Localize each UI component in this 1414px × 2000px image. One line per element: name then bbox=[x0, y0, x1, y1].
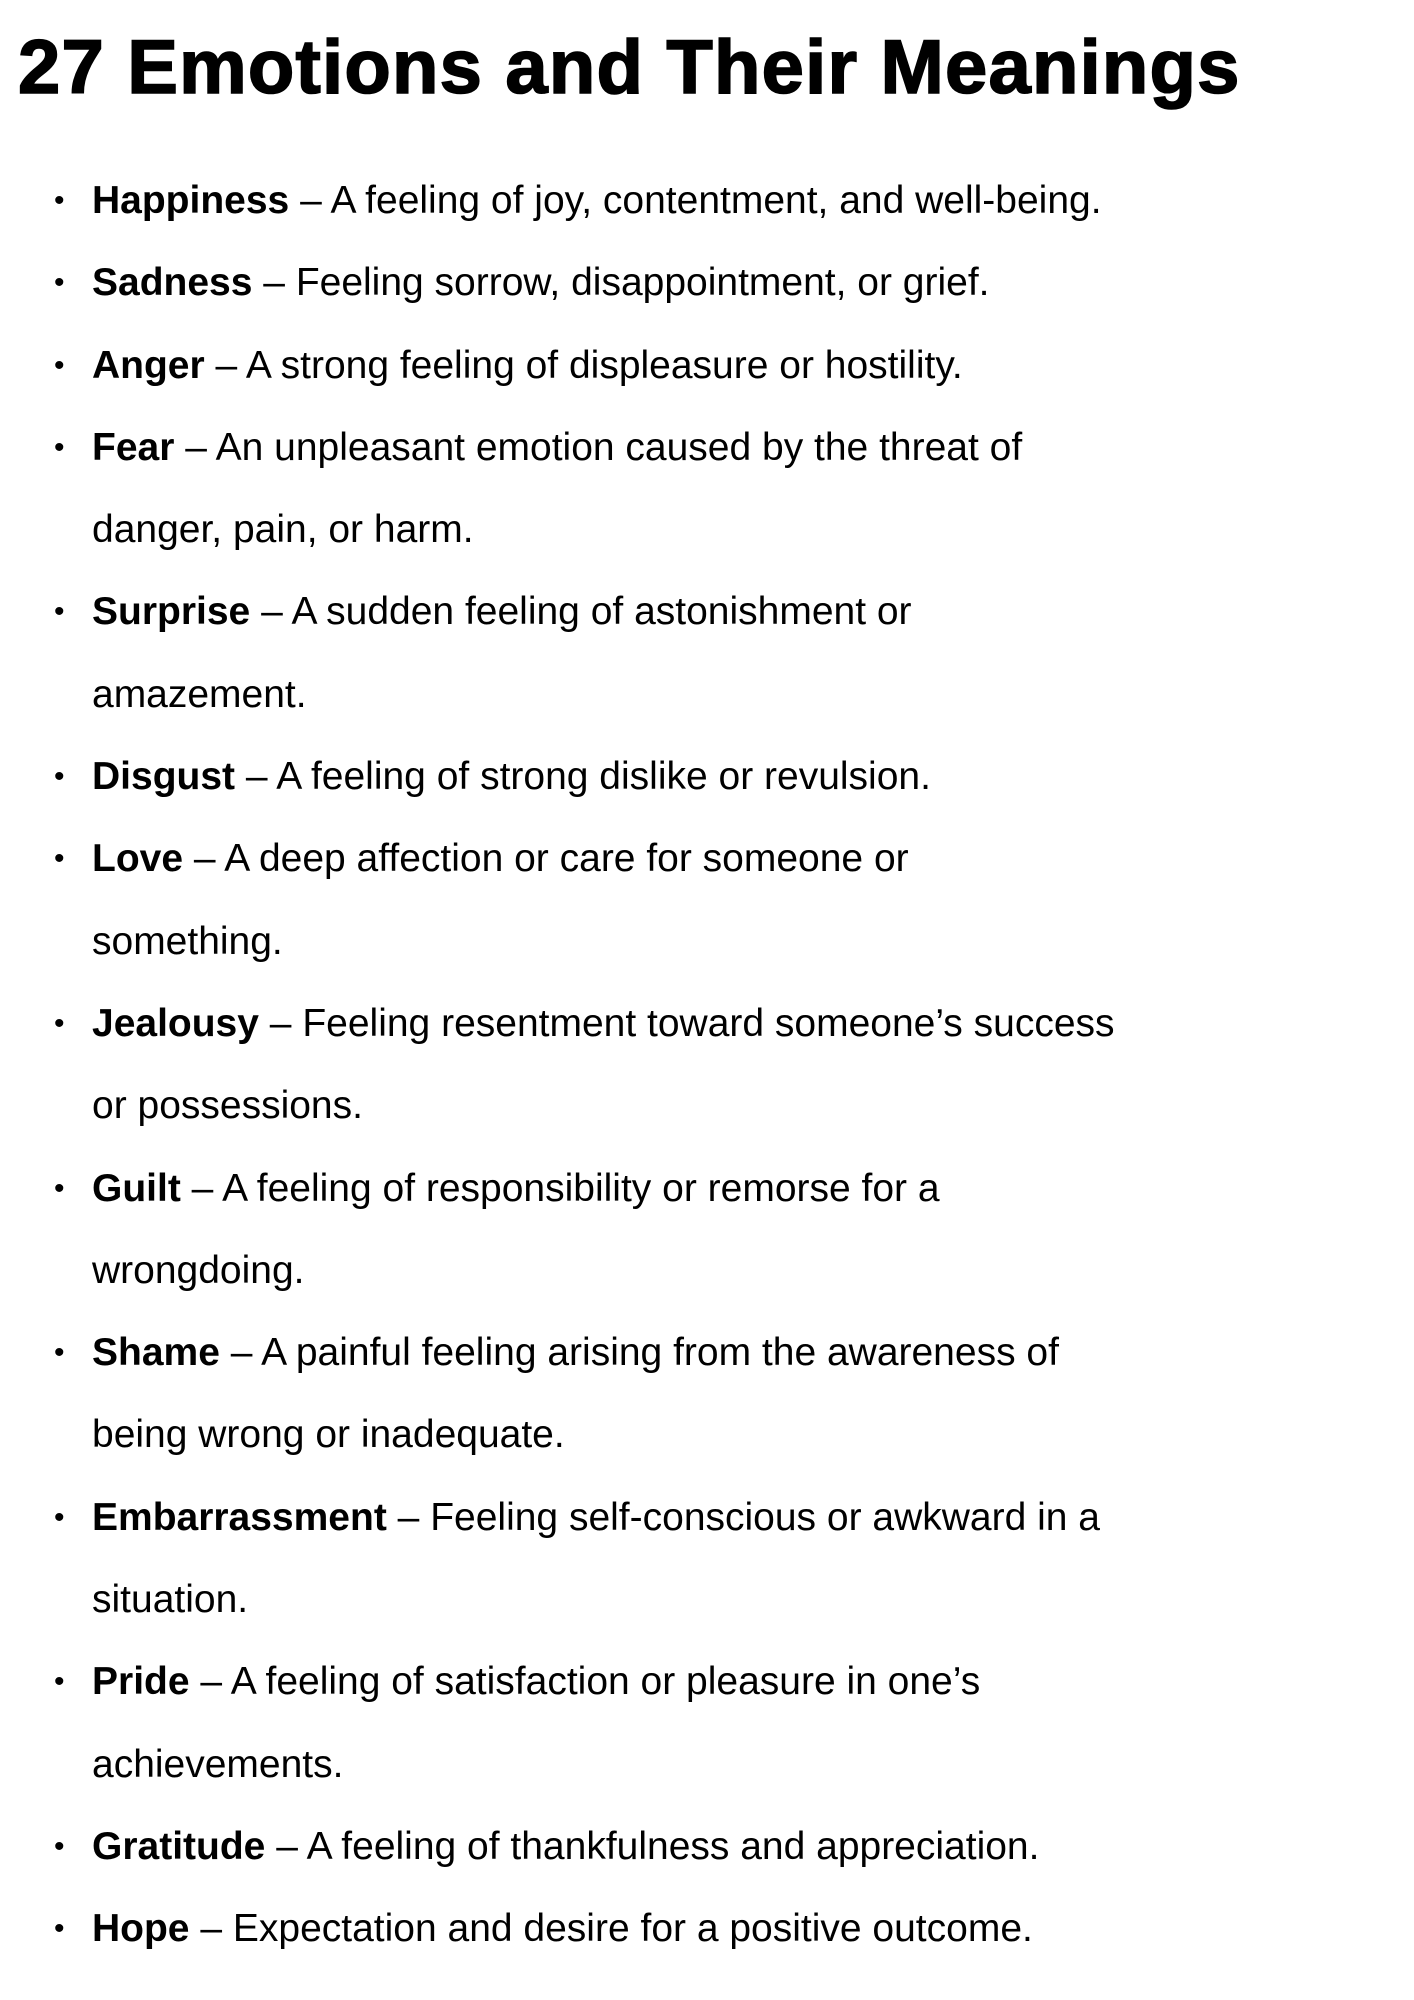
item-line bbox=[92, 160, 1115, 242]
emotion-term: Embarrassment bbox=[92, 1495, 387, 1539]
item-line bbox=[92, 736, 1115, 818]
emotion-definition: A sudden feeling of astonishment or bbox=[291, 590, 912, 634]
item-line bbox=[92, 1312, 1115, 1394]
item-line bbox=[92, 1148, 1115, 1230]
emotion-definition: A feeling of thankfulness and appreciation. bbox=[306, 1824, 1040, 1868]
emotion-term: Guilt bbox=[92, 1166, 181, 1210]
emotion-term: Pride bbox=[92, 1660, 190, 1704]
separator: – bbox=[200, 1907, 223, 1951]
bullet-icon: • bbox=[54, 1912, 65, 1946]
emotion-definition: Feeling sorrow, disappointment, or grief. bbox=[295, 261, 990, 305]
bullet-icon: • bbox=[54, 266, 65, 300]
bullet-icon: • bbox=[54, 184, 65, 217]
separator: – bbox=[230, 1331, 253, 1375]
emotion-definition: A feeling of satisfaction or pleasure in one’s bbox=[230, 1660, 981, 1704]
emotion-term: Gratitude bbox=[92, 1824, 266, 1868]
separator: – bbox=[276, 1824, 298, 1868]
bullet-icon: • bbox=[54, 842, 65, 876]
item-line-continuation: amazement. bbox=[92, 672, 307, 716]
list-item bbox=[0, 1888, 1115, 1970]
separator: – bbox=[191, 1166, 214, 1210]
emotion-definition: A feeling of responsibility or remorse for a bbox=[222, 1166, 940, 1210]
item-line bbox=[92, 983, 1115, 1065]
item-line-continuation: being wrong or inadequate. bbox=[92, 1413, 565, 1457]
item-line bbox=[92, 1641, 1115, 1723]
list-item bbox=[0, 1312, 1115, 1477]
list-item bbox=[0, 1148, 1115, 1313]
emotion-definition: A feeling of strong dislike or revulsion. bbox=[276, 755, 931, 799]
bullet-icon: • bbox=[54, 1336, 65, 1370]
bullet-icon: • bbox=[54, 430, 65, 464]
item-line bbox=[92, 325, 1115, 407]
separator: – bbox=[261, 590, 283, 634]
item-line bbox=[92, 1806, 1115, 1888]
page-title: 27 Emotions and Their Meanings bbox=[18, 25, 1241, 110]
item-line bbox=[92, 242, 1115, 324]
emotion-definition: A deep affection or care for someone or bbox=[224, 837, 909, 881]
emotion-term: Fear bbox=[92, 425, 175, 469]
emotion-term: Anger bbox=[92, 343, 205, 387]
emotion-term: Jealousy bbox=[92, 1001, 259, 1045]
bullet-icon: • bbox=[54, 1829, 65, 1863]
emotion-term: Happiness bbox=[92, 179, 290, 222]
emotion-definition: A strong feeling of displeasure or hostility. bbox=[245, 343, 963, 387]
bullet-icon: • bbox=[54, 760, 65, 794]
list-item bbox=[0, 1641, 1115, 1806]
emotion-term: Surprise bbox=[92, 590, 251, 634]
emotion-term: Sadness bbox=[92, 261, 253, 305]
emotions-list bbox=[0, 160, 1115, 1971]
emotion-term: Disgust bbox=[92, 755, 236, 799]
item-line bbox=[92, 407, 1115, 489]
item-line bbox=[92, 1477, 1115, 1559]
separator: – bbox=[215, 343, 238, 387]
emotion-term: Shame bbox=[92, 1331, 220, 1375]
list-item bbox=[0, 325, 1115, 407]
separator: – bbox=[263, 261, 285, 305]
bullet-icon: • bbox=[54, 595, 65, 629]
separator: – bbox=[269, 1001, 292, 1045]
separator: – bbox=[245, 755, 268, 799]
item-line-continuation: danger, pain, or harm. bbox=[92, 508, 474, 552]
emotion-definition: Feeling self-conscious or awkward in a bbox=[430, 1495, 1101, 1539]
item-line-continuation: or possessions. bbox=[92, 1084, 363, 1128]
list-item bbox=[0, 1477, 1115, 1642]
bullet-icon: • bbox=[54, 1171, 65, 1205]
bullet-icon: • bbox=[54, 348, 65, 382]
list-item bbox=[0, 160, 1115, 242]
list-item bbox=[0, 736, 1115, 818]
list-item bbox=[0, 571, 1115, 736]
separator: – bbox=[200, 1660, 223, 1704]
item-line-continuation: wrongdoing. bbox=[92, 1248, 305, 1292]
emotion-definition: A painful feeling arising from the awareness of bbox=[261, 1331, 1059, 1375]
item-line-continuation: achievements. bbox=[92, 1742, 344, 1786]
emotion-definition: An unpleasant emotion caused by the threat of bbox=[215, 425, 1023, 469]
item-line bbox=[92, 818, 1115, 900]
emotion-definition: Feeling resentment toward someone’s success bbox=[302, 1001, 1115, 1045]
list-item bbox=[0, 818, 1115, 983]
list-item bbox=[0, 1806, 1115, 1888]
separator: – bbox=[300, 179, 322, 222]
item-line bbox=[92, 571, 1115, 653]
emotion-definition: A feeling of joy, contentment, and well-being. bbox=[330, 179, 1102, 222]
emotion-definition: Expectation and desire for a positive outcome. bbox=[232, 1907, 1033, 1951]
list-item bbox=[0, 407, 1115, 572]
bullet-icon: • bbox=[54, 1006, 65, 1040]
separator: – bbox=[193, 837, 216, 881]
emotion-term: Love bbox=[92, 837, 184, 881]
separator: – bbox=[185, 425, 207, 469]
list-item bbox=[0, 242, 1115, 324]
bullet-icon: • bbox=[54, 1665, 65, 1699]
item-line bbox=[92, 1888, 1115, 1970]
bullet-icon: • bbox=[54, 1500, 65, 1534]
list-item bbox=[0, 983, 1115, 1148]
item-line-continuation: something. bbox=[92, 919, 283, 963]
item-line-continuation: situation. bbox=[92, 1578, 249, 1622]
separator: – bbox=[397, 1495, 420, 1539]
emotion-term: Hope bbox=[92, 1907, 190, 1951]
